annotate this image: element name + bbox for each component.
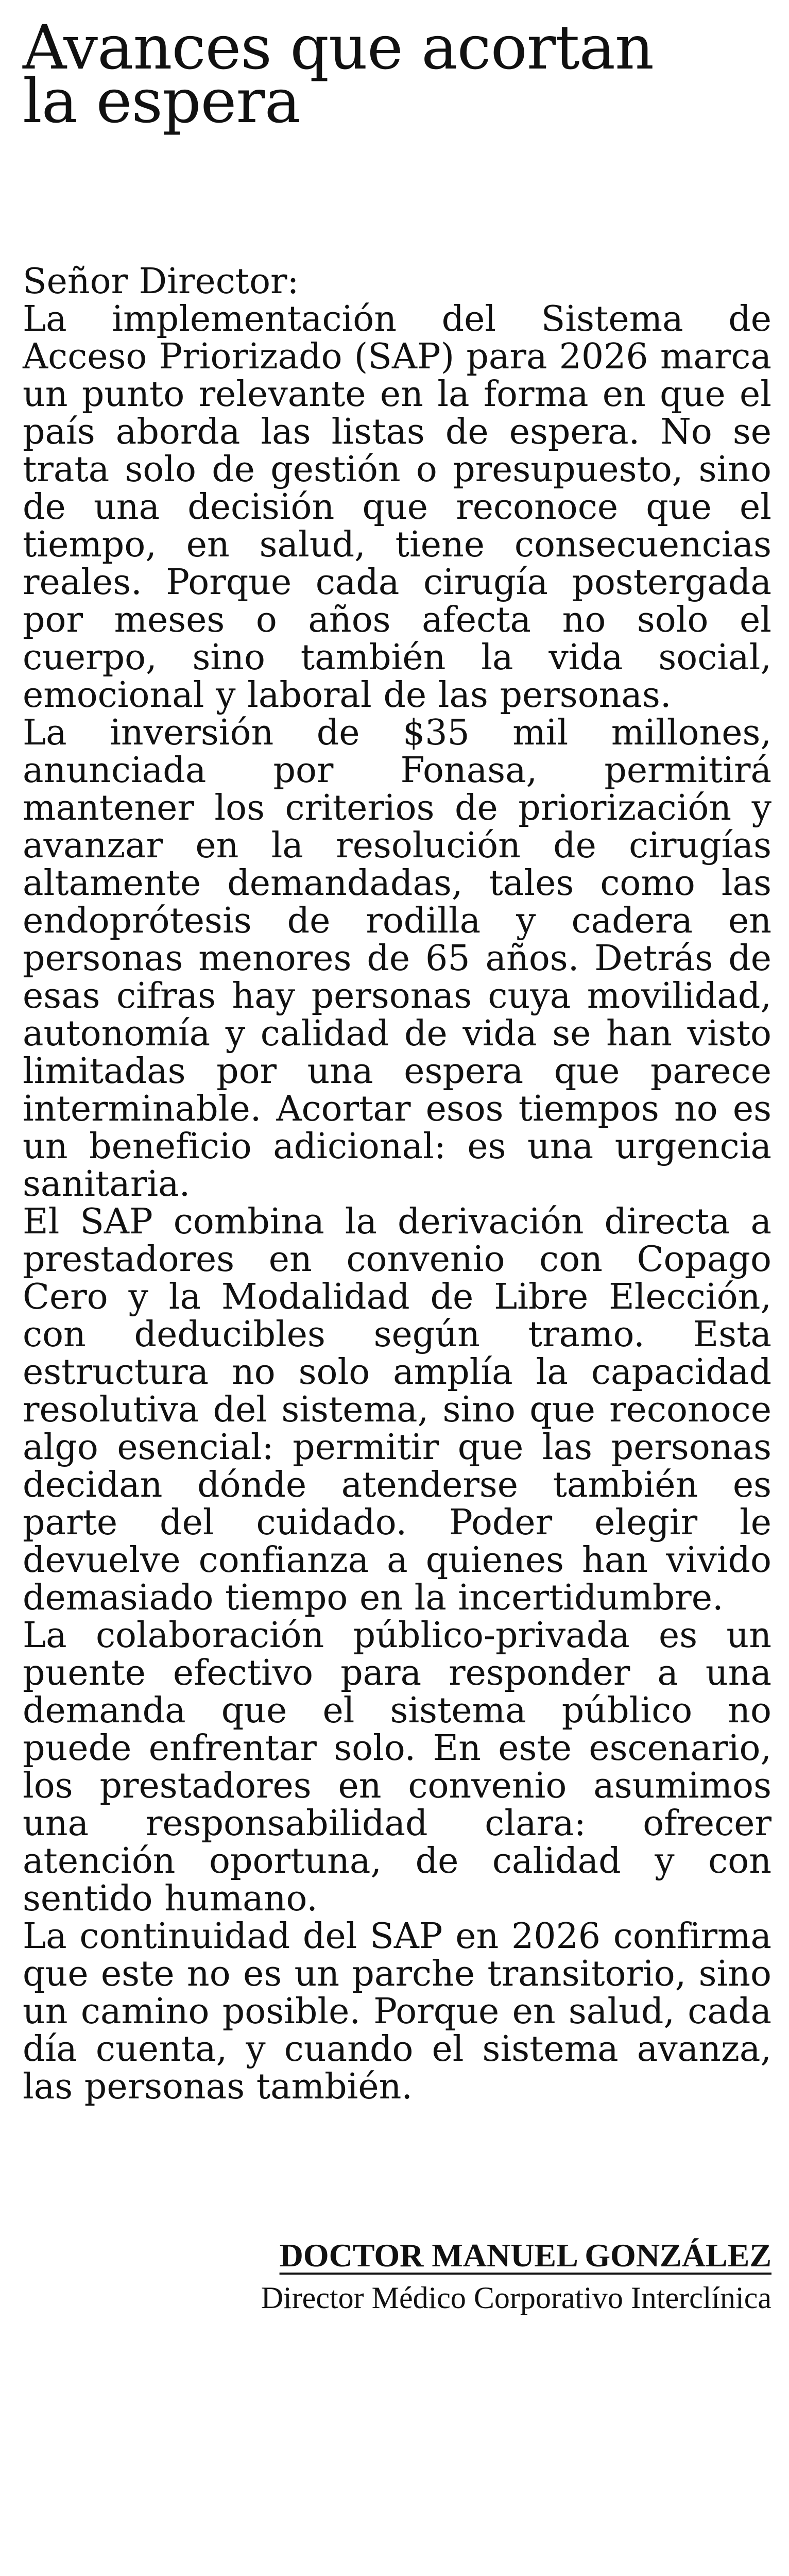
article-title-line-1: Avances que acortan xyxy=(23,12,654,83)
letter-signature xyxy=(23,2234,771,2319)
letter-salutation: Señor Director: xyxy=(23,261,299,302)
signature-name: DOCTOR MANUEL GONZÁLEZ xyxy=(279,2237,771,2274)
letter-paragraph-5: La continuidad del SAP en 2026 confirma que este no es un parche transitorio, sino un camino posible. Porque en salud, cada día cuenta, y cuando el sistema avanza, las personas también. xyxy=(23,1916,771,2107)
letter-paragraph-3: El SAP combina la derivación directa a prestadores en convenio con Copago Cero y la Modalidad de Libre Elección, con deducibles según tramo. Esta estructura no solo amplía la capacidad resolutiva del sistema, sino que reconoce algo esencial: permitir que las personas decidan dónde atenderse también es parte del cuidado. Poder elegir le devuelve confianza a quienes han vivido demasiado tiempo en la incertidumbre. xyxy=(23,1201,771,1618)
letter-paragraph-2: La inversión de $35 mil millones, anunciada por Fonasa, permitirá mantener los criterios de priorización y avanzar en la resolución de cirugías altamente demandadas, tales como las endoprótesis de rodilla y cadera en personas menores de 65 años. Detrás de esas cifras hay personas cuya movilidad, autonomía y calidad de vida se han visto limitadas por una espera que parece interminable. Acortar esos tiempos no es un beneficio adicional: es una urgencia sanitaria. xyxy=(23,713,771,1205)
article-title-line-2: la espera xyxy=(23,65,301,137)
letter-paragraph-4: La colaboración público-privada es un puente efectivo para responder a una demanda que el sistema público no puede enfrentar solo. En este escenario, los prestadores en convenio asumimos una responsabilidad clara: ofrecer atención oportuna, de calidad y con sentido humano. xyxy=(23,1615,771,1919)
letter-paragraph-1: La implementación del Sistema de Acceso Priorizado (SAP) para 2026 marca un punto relevante en la forma en que el país aborda las listas de espera. No se trata solo de gestión o presupuesto, sino de una decisión que reconoce que el tiempo, en salud, tiene consecuencias reales. Porque cada cirugía postergada por meses o años afecta no solo el cuerpo, sino también la vida social, emocional y laboral de las personas. xyxy=(23,299,771,716)
signature-role: Director Médico Corporativo Interclínica xyxy=(261,2281,771,2315)
article-title xyxy=(23,0,771,137)
